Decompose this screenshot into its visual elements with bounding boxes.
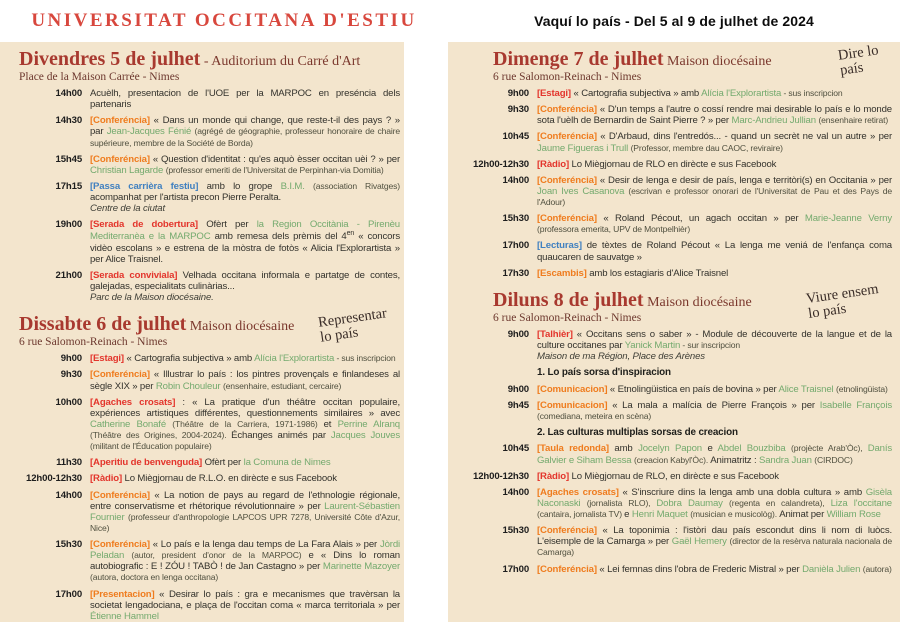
text-segment: (autor, president d'onor de la MARPOC) [131,550,309,561]
event-row [463,400,892,422]
text-segment: - sus inscripcion [781,88,843,98]
text-segment: « La toponimia : l'istòri dau país escondut dins li nom di luòcs. L'eisemple de la Camarga » per [537,525,892,548]
event-time: 10h45 [502,443,529,455]
header-bar [0,0,900,42]
text-segment: [Conferéncia] [537,131,597,143]
event-desc [537,88,892,99]
text-segment: Ofèrt per [197,219,257,231]
event-time: 11h30 [56,457,82,469]
event-time: 10h00 [55,396,82,408]
text-segment: « Occitans sens o saber » - Module de découverte de la langue et de la culture occitanes par [537,328,892,351]
text-segment: amb [608,443,639,455]
text-segment: [Conferéncia] [90,369,150,381]
text-segment: [Comunicacion] [537,383,608,395]
text-segment: Yanick Martin [624,339,681,351]
event-time [463,367,529,378]
event-time: 12h00-12h30 [26,473,82,485]
text-segment: acompanhat per l'artista precon Pierre Peralta. [90,192,282,203]
text-segment: [Passa carrièra festiu] [90,180,199,192]
event-desc [537,104,892,126]
event-desc [537,329,892,362]
event-row [463,131,892,153]
event-desc [90,490,400,535]
day-address: 6 rue Salomon-Reinach - Nimes [493,311,642,324]
event-time: 9h00 [507,383,529,395]
text-segment: [Ràdio] [537,158,569,170]
text-segment: (association Rivatges) [313,180,400,191]
event-time: 14h00 [55,88,82,99]
text-segment: « La notion de pays au regard de l'ethnologie régionale, entre conservatisme et rhétorique révolutionnaire » per [90,489,400,512]
event-row [16,457,400,468]
event-desc [537,268,892,279]
event-desc [537,159,892,170]
event-row [463,471,892,482]
event-desc [90,353,400,364]
day-title: Dissabte 6 de julhet [19,313,187,336]
text-segment: Henri Maquet [631,509,691,521]
margin-note-line: país [839,59,865,79]
text-segment: Laurent-Sébastien Fournier [90,500,400,523]
text-segment: (professora emerita, UPV de Montpelhièr) [537,224,691,235]
event-row [463,240,892,262]
event-row [463,443,892,465]
text-segment: [Lecturas] [537,240,582,252]
text-segment: « Lo país e la lenga dau temps de La Fara Alais » per [149,539,380,551]
margin-note-line: lo país [807,300,848,322]
text-segment: Gaël Hemery [671,536,730,548]
event-row [463,268,892,279]
event-time: 19h00 [55,219,82,231]
text-segment: [Ràdio] [537,470,569,482]
text-segment: Échanges animés par [231,430,331,442]
text-segment: [Ràdio] [90,473,122,485]
text-segment: e « Dins lo roman autobiografic : E ! ZÓU ! TABÒ ! de Jan Castagno » per [90,550,400,573]
text-segment: Alice Traisnel [778,383,837,395]
event-time: 17h30 [502,267,529,279]
text-segment: Marinette Mazoyer [322,561,400,573]
day-venue: Maison diocésaine [186,319,295,335]
text-segment: « Lei femnas dins l'obra de Frederic Mistral » per [596,563,803,575]
event-row [463,175,892,208]
text-segment: Ofèrt per [202,457,244,469]
program-page-right [448,42,900,622]
text-segment: « Illustrar lo país : los pintres provençals e finlandeses al sègle XIX » per [90,369,400,392]
day-block [16,305,401,622]
text-segment: Lo Miègjornau de R.L.O. en dirècte e sus Facebook [122,473,337,485]
event-note: Centre de la ciutat [90,203,166,215]
event-row [16,154,400,176]
event-time: 21h00 [55,269,82,281]
text-segment: [Taula redonda] [537,443,609,455]
day-block [463,42,892,279]
day-venue: Maison diocésaine [663,54,772,69]
text-segment: (professor emeriti de l'Universitat de Perpinhan-via Domitia) [165,164,384,175]
text-segment: Jaume Figueras i Trull [537,142,631,154]
header-right [448,0,900,42]
event-time: 10h45 [502,131,529,143]
event-desc [90,88,400,110]
text-segment: « D'Arbaud, dins l'entredós... - quand un secrèt ne val un autre » per [596,131,892,143]
text-segment: (autora) [862,563,892,574]
event-row [463,487,892,520]
text-segment: (Théâtre de la Carriera, 1971-1986) [172,418,324,429]
event-desc [90,219,400,265]
margin-note-line: Dire lo [837,42,880,64]
text-segment: Abdel Bouzbiba [717,443,792,455]
event-time: 9h30 [507,104,529,116]
text-segment: la Region Occitània - Pirenèu Mediterranèa e la MARPOC [90,219,400,243]
event-desc [537,487,892,520]
event-row [16,181,400,214]
text-segment: [Conferéncia] [537,174,597,186]
text-segment: Christian Lagarde [90,164,166,176]
text-segment: William Rose [826,509,881,521]
section-heading: 2. Las culturas multiplas sorsas de creacion [537,426,738,438]
text-segment: Jacques Jouves [330,430,401,442]
text-segment: « S'inscriure dins la lenga amb una dobla cultura » amb [618,486,866,498]
text-segment: Danièla Julien [802,563,863,575]
pages-container [0,42,900,622]
text-segment: (agrégé de géographie, professeur honoraire de chaire supérieure, membre de la Société de Borda) [90,126,401,148]
event-row [16,353,400,364]
text-segment: de tèxtes de Roland Pécout « La lenga me veniá de l'enfança coma quaucaren de sauvatge » [537,240,892,263]
text-segment: Jòrdi Peladan [90,539,400,562]
text-segment: Isabelle François [819,399,892,411]
text-segment: e [624,509,632,521]
event-time: 14h30 [55,115,82,127]
event-desc [90,181,400,214]
day-venue: - Auditorium du Carré d'Art [200,54,361,69]
event-row [16,589,400,622]
event-desc [537,175,892,208]
day-title: Divendres 5 de julhet [19,48,201,70]
event-time: 9h00 [507,328,529,340]
event-row [16,490,400,535]
margin-note-line: Representar [316,305,388,332]
event-desc [90,589,400,622]
text-segment: Lo Miègjornau de RLO en dirècte e sus Facebook [569,158,777,170]
day-title: Dimenge 7 de julhet [493,48,664,70]
day-header [19,49,400,70]
text-segment: « Cartografia subjectiva » amb [123,353,255,365]
text-segment: Velhada occitana informala e partatge de contes, galejadas, especialitats culinàrias... [90,269,400,293]
section-heading: 1. Lo país sorsa d'inspiracion [537,367,671,379]
text-segment: Alícia l'Explorartista [701,88,782,99]
text-segment: [Serada de dobertura] [90,219,198,231]
text-segment: [Conferéncia] [90,115,150,127]
event-time: 12h00-12h30 [473,470,529,482]
event-time: 15h30 [502,525,529,537]
text-segment: Marc-Andrieu Jullian [731,115,819,127]
event-time: 15h30 [55,539,82,551]
text-segment: Perrine Alranq [337,418,400,430]
text-segment: (etnolingüista) [836,383,888,394]
event-row [463,329,892,362]
text-segment: (Théâtre des Origines, 2004-2024). [90,430,232,441]
event-time: 9h00 [507,88,529,99]
event-desc [90,397,400,453]
event-time: 15h30 [502,213,529,225]
day-title: Diluns 8 de julhet [493,288,644,311]
event-row [16,270,400,303]
text-segment: (CIRDOC) [814,454,853,465]
event-desc [90,270,400,303]
day-address: Place de la Maison Carrée - Nimes [19,71,180,83]
day-block [16,49,400,303]
event-time: 14h00 [502,174,529,186]
event-row [16,473,400,484]
header-left [0,0,448,42]
text-segment: Animat per [779,509,827,521]
text-segment: e [707,443,718,455]
text-segment: (ensenhaire, estudiant, cercaire) [222,380,342,391]
event-desc [90,473,400,484]
text-segment: « Cartografia subjectiva » amb [570,88,702,99]
event-time: 9h45 [507,399,529,411]
text-segment: « concors vidèo escolans » e estrena de la mòstra de fotòs « Alicia l'Explorartista » per Alice Traisnel. [90,231,400,265]
text-segment: amb lo grope [198,180,281,192]
text-segment: B.I.M. [280,180,313,192]
text-segment: (escrivan e professor onorari de l'Universitat de Pau et des Pays de l'Adour) [537,185,892,207]
event-row [16,397,400,453]
text-segment: Sandra Juan [759,454,815,466]
text-segment: [Serada conviviala] [90,269,178,281]
text-segment: (regenta en calandreta), [729,497,831,508]
text-segment: [Escambis] [537,267,587,279]
text-segment: Acuèlh, presentacion de l'UOE per la MARPOC en preséncia dels partenaris [90,88,400,111]
text-segment: la Comuna de Nimes [243,457,331,469]
text-segment: « Dans un monde qui change, que reste-t-il des pays ? » par [90,115,400,138]
text-segment: : « La pratique d'un théâtre occitan populaire, expériences artistiques différentes, questionnements similaires » avec [90,396,400,419]
program-page-left [0,42,404,622]
text-segment: (ensenhaire retirat) [818,115,889,126]
text-segment: (militant de l'Éducation populaire) [90,441,212,452]
text-segment: Robin Chouleur [155,380,223,392]
section-row [463,427,892,438]
text-segment: « La mala a malícia de Pierre François » per [607,399,820,411]
text-segment: (professeur d'anthropologie LAPCOS UPR 7278, Université Côte d'Azur, Nice) [90,511,401,533]
event-desc [90,154,400,176]
event-desc [537,564,892,575]
text-segment: [Conferéncia] [537,525,597,537]
text-segment: Catherine Bonafé [90,418,173,430]
event-note: Parc de la Maison diocésaine. [90,292,214,304]
margin-note-line: Viure ensem [805,280,880,307]
text-segment: [Conferéncia] [537,563,597,575]
text-segment: Jean-Jacques Fénié [106,126,195,138]
text-segment: [Conferéncia] [537,104,597,116]
day-venue: Maison diocésaine [643,294,752,310]
event-time: 17h00 [502,563,529,575]
text-segment: Dobra Daumay [656,497,730,509]
text-segment: [Estagi] [537,88,571,99]
event-desc [537,471,892,482]
text-segment: (comediana, meteira en scèna) [537,410,652,421]
text-segment: [Conferéncia] [90,153,150,165]
text-segment: [Conferéncia] [537,213,597,225]
text-segment: Danís Galvier e Siham Bessa [537,443,892,466]
text-segment: [Conferéncia] [90,539,150,551]
text-segment: « Question d'identitat : qu'es aquò èsser occitan uèi ? » per [149,153,400,165]
text-segment: Gisèla Naconaski [537,486,892,509]
text-segment: [Agaches crosats] [90,396,176,408]
text-segment: (Professor, membre dau CAOC, reviraire) [630,142,783,153]
event-desc [537,525,892,558]
text-segment: « Desir de lenga e desir de país, lenga e territòri(s) en Occitania » per [596,174,892,186]
day-block [463,280,893,575]
text-segment: « Desirar lo país : gra e mecanismes que travèrsan la societat lengadociana, e plaça de l'occitan coma « marca territoriala » per [90,588,400,611]
event-desc [90,457,400,468]
page-title: UNIVERSITAT OCCITANA D'ESTIU [31,10,417,31]
text-segment: [Aperitiu de benvenguda] [90,457,203,469]
text-segment: - sus inscripcion [334,353,396,364]
event-time: 17h15 [55,180,82,192]
event-desc [537,384,892,395]
text-segment: (musician e musicològ). [690,509,780,520]
text-segment: [Talhièr] [537,328,573,340]
text-segment: et [323,418,338,430]
text-segment: (projècte Arab'Òc), [791,443,868,454]
event-row [463,384,892,395]
event-row [463,104,892,126]
text-segment: [Estagi] [90,353,124,365]
text-segment: Liza l'occitane [830,497,892,509]
event-row [16,88,400,110]
text-segment: en [346,230,355,238]
event-note: Maison de ma Région, Place des Arènes [537,351,705,362]
event-row [463,159,892,170]
event-row [463,564,892,575]
text-segment: Étienne Hammel [90,610,159,622]
event-row [16,219,400,265]
text-segment: « Roland Pécout, un agach occitan » per [596,213,805,225]
event-time: 17h00 [502,240,529,252]
text-segment: (cantaira, jornalista TV) [537,509,625,520]
text-segment: [Conferéncia] [90,489,150,501]
text-segment: « Etnolingüistica en país de bovina » per [607,383,779,395]
page-subtitle: Vaquí lo país - Del 5 al 9 de julhet de 2024 [534,13,814,29]
event-time: 12h00-12h30 [473,158,529,170]
text-segment: « D'un temps a l'autre o cossí rendre mai desirable lo país e lo monde sota l'uèlh de Bernardin de Saint Pierre ? » per [537,104,892,127]
text-segment: Alícia l'Explorartista [254,353,335,365]
text-segment: [Presentacion] [90,588,155,600]
day-address: 6 rue Salomon-Reinach - Nimes [493,71,642,83]
day-header [493,49,892,70]
text-segment: Joan Ives Casanova [537,185,629,197]
text-segment: (creacion Kabyl'Òc). [633,454,711,465]
event-time: 14h00 [55,489,82,501]
text-segment: Marie-Jeanne Verny [804,213,892,225]
event-row [16,539,400,584]
event-desc [90,369,400,391]
text-segment: (jornalista RLO), [586,497,657,508]
text-segment: (autora, doctora en lenga occitana) [90,572,219,583]
text-segment: [Agaches crosats] [537,486,619,498]
event-desc [90,115,400,148]
event-time: 14h00 [502,486,529,498]
text-segment: amb remesa dels prèmis del 4 [214,231,347,243]
event-row [463,213,892,235]
text-segment: (director de la resèrva naturala nacionala de Camarga) [537,536,893,558]
event-desc [537,240,892,262]
margin-note-line: lo país [318,325,360,347]
event-time: 9h00 [60,353,82,365]
event-row [463,525,892,558]
event-time: 9h30 [60,369,82,381]
text-segment: - sur inscripcion [680,339,741,350]
event-row [16,369,400,391]
event-desc [90,539,400,584]
text-segment: Jocelyn Papon [638,443,708,455]
text-segment: [Comunicacion] [537,399,608,411]
day-address: 6 rue Salomon-Reinach - Nimes [19,336,168,349]
section-row [463,367,892,378]
event-time [463,427,529,438]
text-segment: Lo Miègjornau de RLO, en dirècte e sus Facebook [569,470,779,482]
event-desc [537,400,892,422]
event-desc [537,213,892,235]
event-time: 15h45 [55,153,82,165]
text-segment: Animatritz : [710,454,759,466]
text-segment: amb los estagiaris d'Alice Traisnel [586,267,729,279]
event-row [16,115,400,148]
event-desc [537,443,892,465]
event-row [463,88,892,99]
event-desc [537,131,892,153]
margin-note [837,43,882,79]
event-time: 17h00 [55,588,82,600]
